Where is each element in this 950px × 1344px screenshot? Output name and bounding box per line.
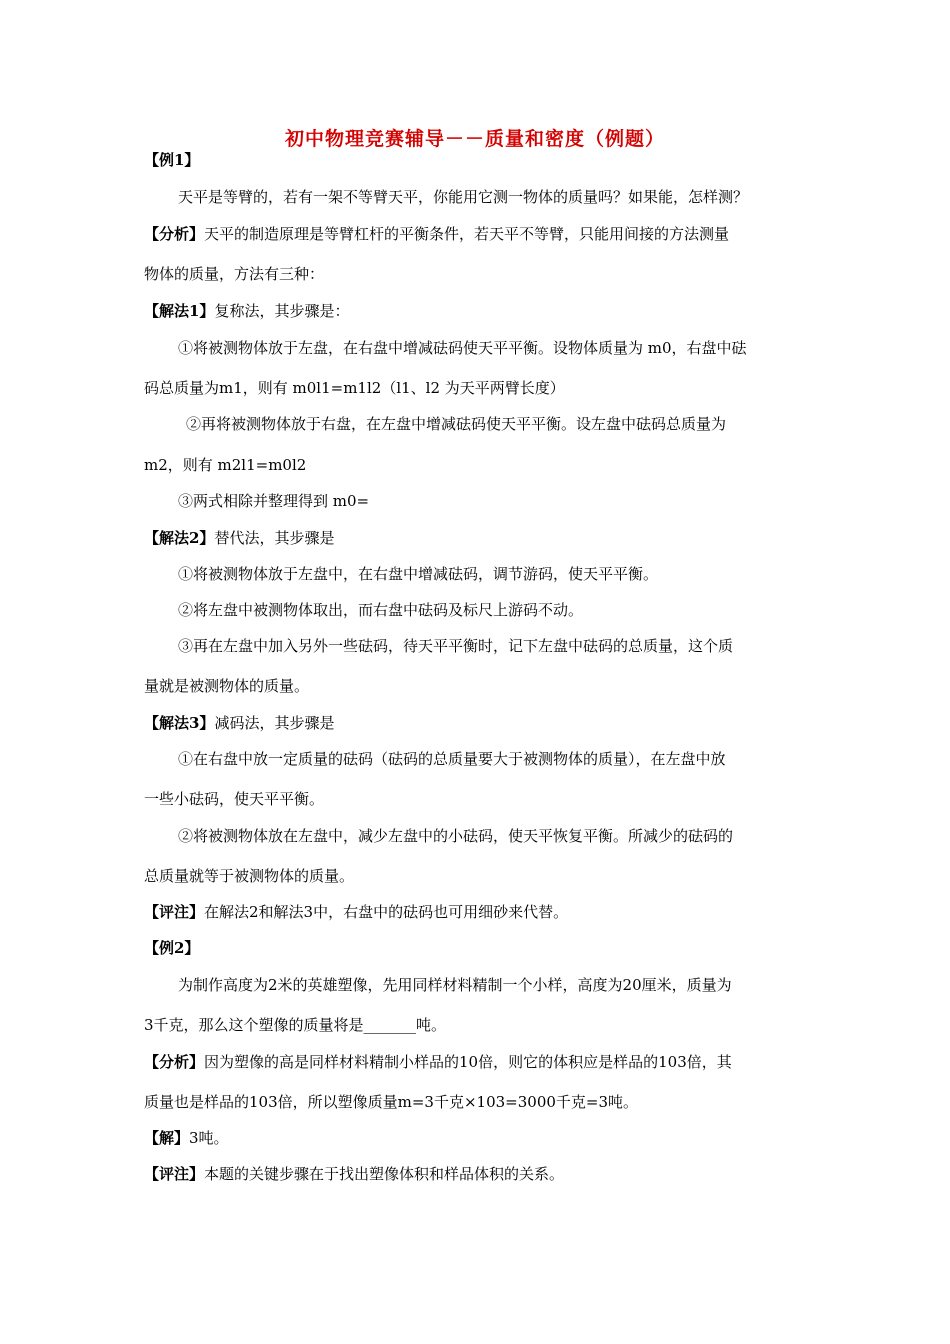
line-text: 因为塑像的高是同样材料精制小样品的10倍，则它的体积应是样品的103倍，其 (204, 1053, 732, 1071)
paragraph-line (144, 1015, 446, 1035)
paragraph-line (144, 224, 729, 244)
paragraph-line (178, 187, 748, 207)
line-text: ③再在左盘中加入另外一些砝码，待天平平衡时，记下左盘中砝码的总质量，这个质 (178, 637, 734, 655)
paragraph-line (178, 600, 583, 620)
line-text: 物体的质量，方法有三种： (144, 265, 325, 283)
paragraph-line (186, 414, 726, 434)
line-text: 3千克，那么这个塑像的质量将是_______吨。 (144, 1016, 447, 1034)
paragraph-line (178, 338, 747, 358)
paragraph-line (178, 491, 369, 511)
line-text: 减码法，其步骤是 (214, 714, 335, 732)
line-text: 量就是被测物体的质量。 (144, 677, 310, 695)
line-text: ②将被测物体放在左盘中，减少左盘中的小砝码，使天平恢复平衡。所减少的砝码的 (178, 827, 734, 845)
section-tag: 【评注】 (144, 903, 205, 921)
paragraph-line (144, 713, 334, 733)
section-tag: 【解法1】 (144, 302, 215, 320)
section-tag: 【解法3】 (144, 714, 215, 732)
paragraph-line (178, 975, 732, 995)
line-text: ②再将被测物体放于右盘，在左盘中增减砝码使天平平衡。设左盘中砝码总质量为 (186, 415, 727, 433)
line-text: 复称法，其步骤是： (214, 302, 350, 320)
paragraph-line (144, 1092, 638, 1112)
line-text: ②将左盘中被测物体取出，而右盘中砝码及标尺上游码不动。 (178, 601, 584, 619)
section-tag: 【例1】 (144, 151, 200, 169)
line-text: ①将被测物体放于左盘中，在右盘中增减砝码，调节游码，使天平平衡。 (178, 565, 659, 583)
line-text: ③两式相除并整理得到 m0= (178, 492, 370, 510)
line-text: 总质量就等于被测物体的质量。 (144, 867, 355, 885)
paragraph-line (178, 564, 658, 584)
line-text: ①在右盘中放一定质量的砝码（砝码的总质量要大于被测物体的质量），在左盘中放 (178, 750, 726, 768)
paragraph-line (144, 676, 309, 696)
line-text: 天平是等臂的，若有一架不等臂天平，你能用它测一物体的质量吗？如果能，怎样测？ (178, 188, 749, 206)
line-text: 本题的关键步骤在于找出塑像体积和样品体积的关系。 (204, 1165, 565, 1183)
line-text: 一些小砝码，使天平平衡。 (144, 790, 325, 808)
section-tag: 【分析】 (144, 1053, 205, 1071)
paragraph-line (144, 264, 324, 284)
document-title: 初中物理竞赛辅导－－质量和密度（例题） (284, 128, 665, 150)
line-text: 为制作高度为2米的英雄塑像，先用同样材料精制一个小样，高度为20厘米，质量为 (178, 976, 732, 994)
section-tag: 【评注】 (144, 1165, 205, 1183)
paragraph-line (144, 528, 334, 548)
paragraph-line (144, 301, 349, 321)
paragraph-line (144, 455, 306, 475)
paragraph-line (178, 636, 733, 656)
line-text: 在解法2和解法3中，右盘中的砝码也可用细砂来代替。 (204, 903, 569, 921)
paragraph-line (144, 1164, 564, 1184)
paragraph-line (144, 378, 565, 398)
section-tag: 【解法2】 (144, 529, 215, 547)
line-text: 3吨。 (189, 1129, 229, 1147)
paragraph-line (144, 938, 199, 958)
paragraph-line (144, 866, 354, 886)
section-tag: 【解】 (144, 1129, 190, 1147)
paragraph-line (144, 1128, 229, 1148)
line-text: 天平的制造原理是等臂杠杆的平衡条件，若天平不等臂，只能用间接的方法测量 (204, 225, 730, 243)
paragraph-line (178, 749, 726, 769)
paragraph-line (144, 150, 199, 170)
paragraph-line (144, 789, 324, 809)
section-tag: 【例2】 (144, 939, 200, 957)
paragraph-line (144, 1052, 732, 1072)
paragraph-line (144, 902, 568, 922)
line-text: ①将被测物体放于左盘，在右盘中增减砝码使天平平衡。设物体质量为 m0，右盘中砝 (178, 339, 747, 357)
section-tag: 【分析】 (144, 225, 205, 243)
line-text: 质量也是样品的103倍，所以塑像质量m=3千克×103=3000千克=3吨。 (144, 1093, 639, 1111)
line-text: 替代法，其步骤是 (214, 529, 335, 547)
line-text: 码总质量为m1，则有 m0l1=m1l2（l1、l2 为天平两臂长度） (144, 379, 565, 397)
paragraph-line (178, 826, 733, 846)
line-text: m2，则有 m2l1=m0l2 (144, 456, 307, 474)
